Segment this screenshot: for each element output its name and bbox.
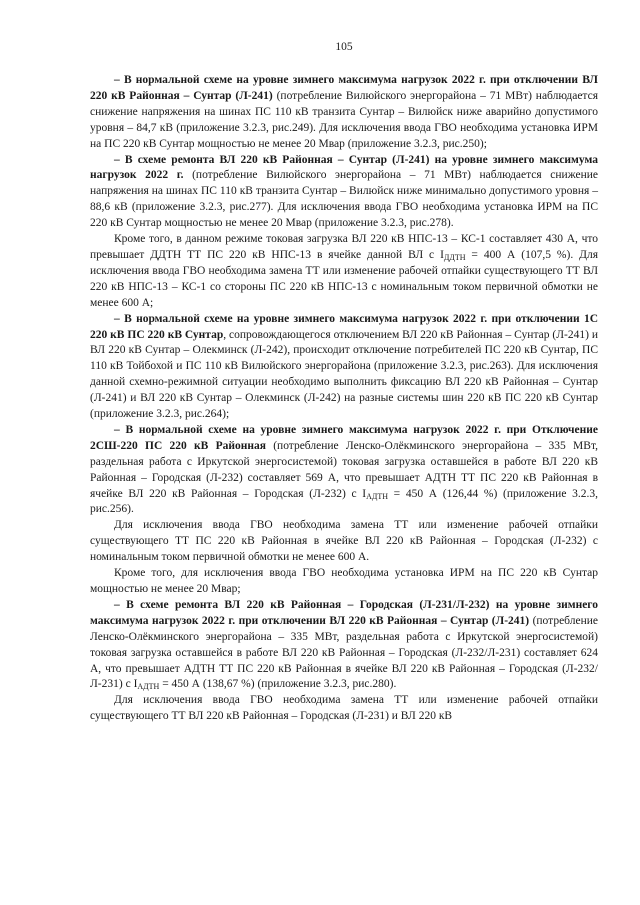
page-number: 105 — [335, 41, 353, 53]
paragraph-1 — [90, 73, 598, 153]
document-body — [90, 73, 598, 725]
paragraph-2 — [90, 153, 598, 233]
paragraph-1-bold: – В нормальной схеме на уровне зимнего максимума нагрузок 2022 г. при отключении ВЛ 220 кВ Районная – Сунтар (Л-241) — [90, 74, 598, 102]
paragraph-7 — [90, 566, 598, 598]
paragraph-9 — [90, 693, 598, 725]
paragraph-7-text: Кроме того, для исключения ввода ГВО необходима установка ИРМ на ПС 220 кВ Сунтар мощностью не менее 20 Мвар; — [90, 567, 598, 595]
paragraph-3-subscript: ДДТН — [443, 252, 466, 262]
paragraph-8-bold: – В схеме ремонта ВЛ 220 кВ Районная – Городская (Л-231/Л-232) на уровне зимнего максимума нагрузок 2022 г. при отключении ВЛ 220 кВ Районная – Сунтар (Л-241) — [90, 598, 598, 627]
paragraph-2-text: (потребление Вилюйского энергорайона – 71 МВт) наблюдается снижение напряжения на шинах ПС 110 кВ транзита Сунтар – Вилюйск ниже минимально допустимого уровня – 88,6 кВ (приложение 3.2.3, рис.277). Для исключения ввода ГВО необходима установка ИРМ на ПС 220 кВ Сунтар мощностью не менее 20 Мвар (приложение 3.2.3, рис.278). — [90, 169, 599, 230]
paragraph-4-bold: – В нормальной схеме на уровне зимнего максимума нагрузок 2022 г. при отключении 1С 220 кВ ПС 220 кВ Сунтар — [90, 312, 598, 341]
paragraph-3-text-a: Кроме того, в данном режиме токовая загрузка ВЛ 220 кВ НПС-13 – КС-1 составляет 430 А, что превышает ДДТН ТТ ПС 220 кВ НПС-13 в ячейке данной ВЛ с I — [90, 233, 598, 261]
paragraph-3-text-b: = 400 А (107,5 %). Для исключения ввода ГВО необходима замена ТТ или изменение рабочей отпайки существующего ТТ ВЛ 220 кВ НПС-13 – КС-1 со стороны ПС 220 кВ НПС-13 с номинальным током первичной обмотки не менее 600 А; — [90, 248, 599, 309]
paragraph-5 — [90, 423, 598, 518]
paragraph-8 — [90, 598, 598, 693]
paragraph-3 — [90, 232, 598, 312]
paragraph-9-text: Для исключения ввода ГВО необходима замена ТТ или изменение рабочей отпайки существующего ТТ ВЛ 220 кВ Районная – Городская (Л-231) и ВЛ 220 кВ — [90, 694, 598, 723]
paragraph-6 — [90, 518, 598, 566]
paragraph-4 — [90, 312, 598, 423]
paragraph-4-text: , сопровождающегося отключением ВЛ 220 кВ Районная – Сунтар (Л-241) и ВЛ 220 кВ Сунтар – Олекминск (Л-242), происходит отключение потребителей ПС 220 кВ Сунтар, ПС 110 кВ Тойбохой и ПС 110 кВ Вилюйского энергорайона (приложение 3.2.3, рис.263). Для исключения данной схемно-режимной ситуации необходимо выполнить фиксацию ВЛ 220 кВ Районная – Сунтар (Л-241) и ВЛ 220 кВ Сунтар – Олекминск (Л-242) на разные системы шин 220 кВ ПС 220 кВ Сунтар (приложение 3.2.3, рис.264); — [90, 328, 598, 421]
paragraph-8-text-a: (потребление Ленско-Олёкминского энергорайона – 335 МВт, раздельная работа с Иркутской энергосистемой) токовая загрузка оставшейся в работе ВЛ 220 кВ Районная – Городская (Л-232/Л-231) составляет 624 А, что превышает АДТН ТТ ПС 220 кВ Районная в ячейке ВЛ 220 кВ Районная – Городская (Л-232/Л-231) с I — [90, 614, 598, 691]
paragraph-8-subscript: АДТН — [137, 682, 160, 692]
paragraph-8-text-b: = 450 А (138,67 %) (приложение 3.2.3, рис.280). — [159, 678, 397, 691]
paragraph-1-text: (потребление Вилюйского энергорайона – 71 МВт) наблюдается снижение напряжения на шинах ПС 110 кВ транзита Сунтар – Вилюйск ниже аварийно допустимого уровня – 84,7 кВ (приложение 3.2.3, рис.249). Для исключения ввода ГВО необходима установка ИРМ на ПС 220 кВ Сунтар мощностью не менее 20 Мвар (приложение 3.2.3, рис.250); — [90, 89, 598, 150]
paragraph-5-bold: – В нормальной схеме на уровне зимнего максимума нагрузок 2022 г. при Отключение 2СШ-220 ПС 220 кВ Районная — [90, 423, 598, 452]
paragraph-6-text: Для исключения ввода ГВО необходима замена ТТ или изменение рабочей отпайки существующего ТТ ПС 220 кВ Районная в ячейке ВЛ 220 кВ Районная – Городская (Л-232) с номинальным током первичной обмотки не менее 600 А. — [90, 519, 598, 564]
paragraph-5-text-a: (потребление Ленско-Олёкминского энергорайона – 335 МВт, раздельная работа с Иркутской энергосистемой) токовая загрузка оставшейся в работе ВЛ 220 кВ Районная – Городская (Л-232) составляет 569 А, что превышает АДТН ТТ ПС 220 кВ Районная в ячейке ВЛ 220 кВ Районная – Городская (Л-232) с I — [90, 439, 598, 500]
paragraph-5-text-b: = 450 А (126,44 %) (приложение 3.2.3, рис.256). — [90, 487, 598, 516]
document-page — [90, 0, 598, 905]
paragraph-2-bold: – В схеме ремонта ВЛ 220 кВ Районная – Сунтар (Л-241) на уровне зимнего максимума нагрузок 2022 г. — [90, 153, 598, 182]
paragraph-5-subscript: АДТН — [366, 491, 388, 501]
